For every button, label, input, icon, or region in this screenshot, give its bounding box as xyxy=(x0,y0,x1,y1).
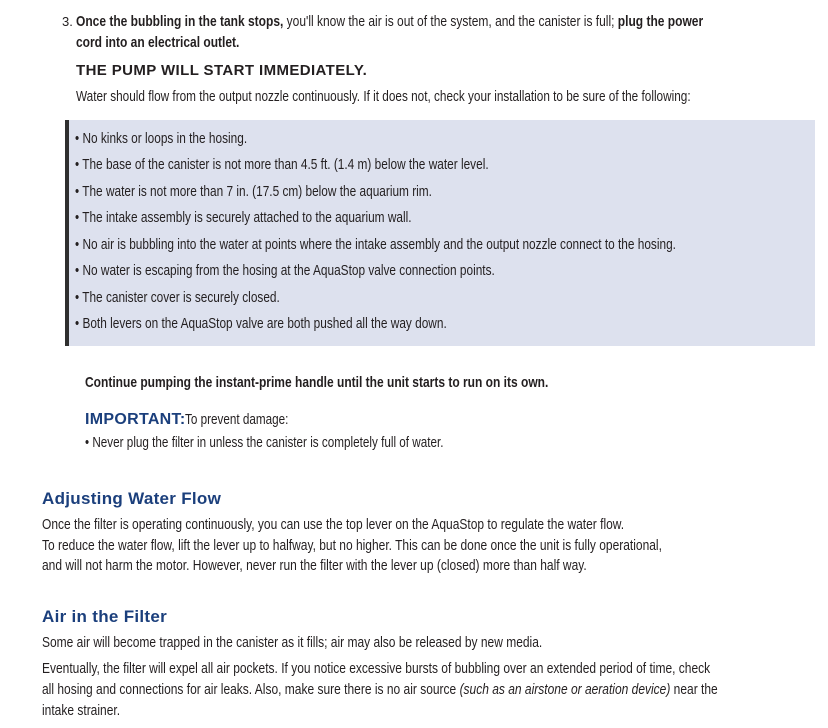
water-flow-text: Water should flow from the output nozzle continuously. If it does not, check your installation to be sure of the following: xyxy=(76,88,691,105)
checklist-item: • The canister cover is securely closed. xyxy=(75,289,280,306)
checklist-item: • No air is bubbling into the water at points where the intake assembly and the output nozzle connect to the hosing. xyxy=(75,236,676,253)
air-line: Some air will become trapped in the canister as it fills; air may also be released by new media. xyxy=(42,634,543,651)
air-line: intake strainer. xyxy=(42,702,121,719)
important-text: To prevent damage: xyxy=(185,411,289,428)
step3-bold-end: plug the power xyxy=(614,13,704,30)
important-bullet: • Never plug the filter in unless the canister is completely full of water. xyxy=(85,434,444,451)
step-number: 3. xyxy=(62,14,73,29)
step3-normal: you'll know the air is out of the system, and the canister is full; xyxy=(283,13,615,30)
air-line xyxy=(42,681,828,698)
important-note xyxy=(85,411,318,429)
air-line3-start: all hosing and connections for air leaks. Also, make sure there is no air source xyxy=(42,681,460,698)
air-heading: Air in the Filter xyxy=(42,607,168,626)
adjusting-line: and will not harm the motor. However, never run the filter with the lever up (closed) more than half way. xyxy=(42,557,587,574)
pump-warning: THE PUMP WILL START IMMEDIATELY. xyxy=(76,62,368,79)
adjusting-line: Once the filter is operating continuously, you can use the top lever on the AquaStop to regulate the water flow. xyxy=(42,516,625,533)
important-label: IMPORTANT: xyxy=(85,411,186,428)
checklist-item: • The water is not more than 7 in. (17.5 cm) below the aquarium rim. xyxy=(75,183,432,200)
continue-text: Continue pumping the instant-prime handle until the unit starts to run on its own. xyxy=(85,374,549,391)
checklist-item: • The intake assembly is securely attached to the aquarium wall. xyxy=(75,209,412,226)
step3-bold-lead: Once the bubbling in the tank stops, xyxy=(76,13,284,30)
adjusting-line: To reduce the water flow, lift the lever up to halfway, but no higher. This can be done once the unit is fully operational, xyxy=(42,537,662,554)
checklist-item: • No kinks or loops in the hosing. xyxy=(75,130,248,147)
step3-line2: cord into an electrical outlet. xyxy=(76,34,240,51)
checklist-item: • The base of the canister is not more than 4.5 ft. (1.4 m) below the water level. xyxy=(75,156,489,173)
adjusting-heading: Adjusting Water Flow xyxy=(42,489,222,508)
air-line3-italic: (such as an airstone or aeration device) xyxy=(459,681,671,698)
checklist-item: • Both levers on the AquaStop valve are both pushed all the way down. xyxy=(75,315,447,332)
air-line: Eventually, the filter will expel all air pockets. If you notice excessive bursts of bubbling over an extended period of time, check xyxy=(42,660,711,677)
step3-line1 xyxy=(76,13,828,30)
checklist-item: • No water is escaping from the hosing at the AquaStop valve connection points. xyxy=(75,262,495,279)
air-line3-end: near the xyxy=(670,681,718,698)
checklist-box xyxy=(65,120,815,346)
